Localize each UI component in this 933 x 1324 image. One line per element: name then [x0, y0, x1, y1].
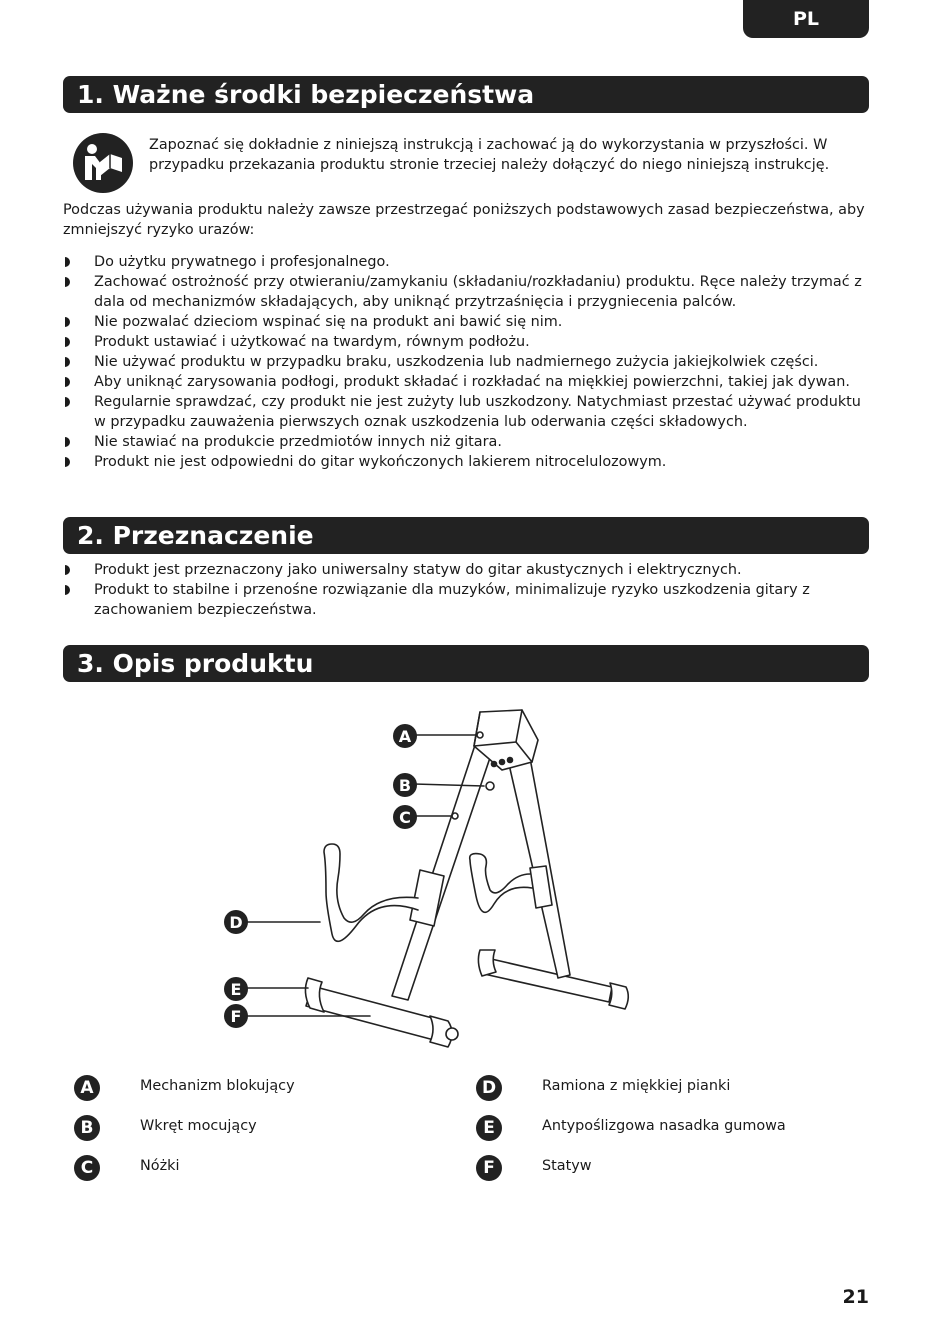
bullet-marker — [65, 277, 70, 287]
callout-b-letter: B — [398, 776, 412, 795]
legend-badge: B — [74, 1115, 100, 1141]
bullet-marker — [65, 317, 70, 327]
callout-f-letter: F — [230, 1007, 242, 1026]
safety-bullet-list — [63, 252, 869, 472]
list-item: Regularnie sprawdzać, czy produkt nie jest zużyty lub uszkodzony. Natychmiast przestać używać produktu w przypadku zauważenia pierwszych oznak uszkodzenia lub oderwania części składowych. — [63, 392, 869, 432]
bullet-marker — [65, 397, 70, 407]
section-title-purpose: 2. Przeznaczenie — [63, 517, 869, 554]
bullet-marker — [65, 565, 70, 575]
legend-text: Wkręt mocujący — [140, 1118, 257, 1134]
intro-text: Zapoznać się dokładnie z niniejszą instrukcją i zachować ją do wykorzystania w przyszłości. W przypadku przekazania produktu stronie trzeciej należy dołączyć do niego niniejszą instrukcję. — [149, 137, 830, 173]
purpose-bullet-list — [63, 560, 869, 620]
list-item: Zachować ostrożność przy otwieraniu/zamykaniu (składaniu/rozkładaniu) produktu. Ręce należy trzymać z dala od mechanizmów składających, aby uniknąć przytrzaśnięcia i przygniecenia palców. — [63, 272, 869, 312]
legend-badge: F — [476, 1155, 502, 1181]
list-item: Produkt nie jest odpowiedni do gitar wykończonych lakierem nitrocelulozowym. — [63, 452, 869, 472]
language-tab: PL — [743, 0, 869, 38]
list-item: Produkt jest przeznaczony jako uniwersalny statyw do gitar akustycznych i elektrycznych. — [63, 560, 869, 580]
legend-text: Nóżki — [140, 1158, 180, 1174]
safety-lead-text: Podczas używania produktu należy zawsze przestrzegać poniższych podstawowych zasad bezpieczeństwa, aby zmniejszyć ryzyko urazów: — [63, 202, 865, 238]
callout-a-letter: A — [398, 727, 412, 746]
legend-text: Ramiona z miękkiej pianki — [542, 1078, 731, 1094]
legend-badge: C — [74, 1155, 100, 1181]
list-item: Produkt to stabilne i przenośne rozwiązanie dla muzyków, minimalizuje ryzyko uszkodzenia gitary z zachowaniem bezpieczeństwa. — [63, 580, 869, 620]
list-item: Aby uniknąć zarysowania podłogi, produkt składać i rozkładać na miękkiej powierzchni, takiej jak dywan. — [63, 372, 869, 392]
read-manual-icon — [72, 132, 134, 194]
callout-c-letter: C — [399, 808, 411, 827]
page-number: 21 — [842, 1286, 869, 1308]
list-item: Nie używać produktu w przypadku braku, uszkodzenia lub nadmiernego zużycia jakiejkolwiek części. — [63, 352, 869, 372]
list-item: Do użytku prywatnego i profesjonalnego. — [63, 252, 869, 272]
bullet-marker — [65, 357, 70, 367]
legend-badge: D — [476, 1075, 502, 1101]
bullet-marker — [65, 457, 70, 467]
legend-text: Antypoślizgowa nasadka gumowa — [542, 1118, 786, 1134]
bullet-marker — [65, 337, 70, 347]
bullet-marker — [65, 257, 70, 267]
list-item: Nie pozwalać dzieciom wspinać się na produkt ani bawić się nim. — [63, 312, 869, 332]
bullet-marker — [65, 377, 70, 387]
legend-text: Mechanizm blokujący — [140, 1078, 295, 1094]
list-item: Produkt ustawiać i użytkować na twardym, równym podłożu. — [63, 332, 869, 352]
callout-d-letter: D — [229, 913, 243, 932]
bullet-marker — [65, 437, 70, 447]
section-title-safety: 1. Ważne środki bezpieczeństwa — [63, 76, 869, 113]
legend-badge: A — [74, 1075, 100, 1101]
bullet-marker — [65, 585, 70, 595]
list-item: Nie stawiać na produkcie przedmiotów innych niż gitara. — [63, 432, 869, 452]
guitar-stand-diagram — [212, 700, 692, 1055]
callout-e-letter: E — [230, 980, 242, 999]
legend-text: Statyw — [542, 1158, 592, 1174]
section-title-description: 3. Opis produktu — [63, 645, 869, 682]
legend-badge: E — [476, 1115, 502, 1141]
